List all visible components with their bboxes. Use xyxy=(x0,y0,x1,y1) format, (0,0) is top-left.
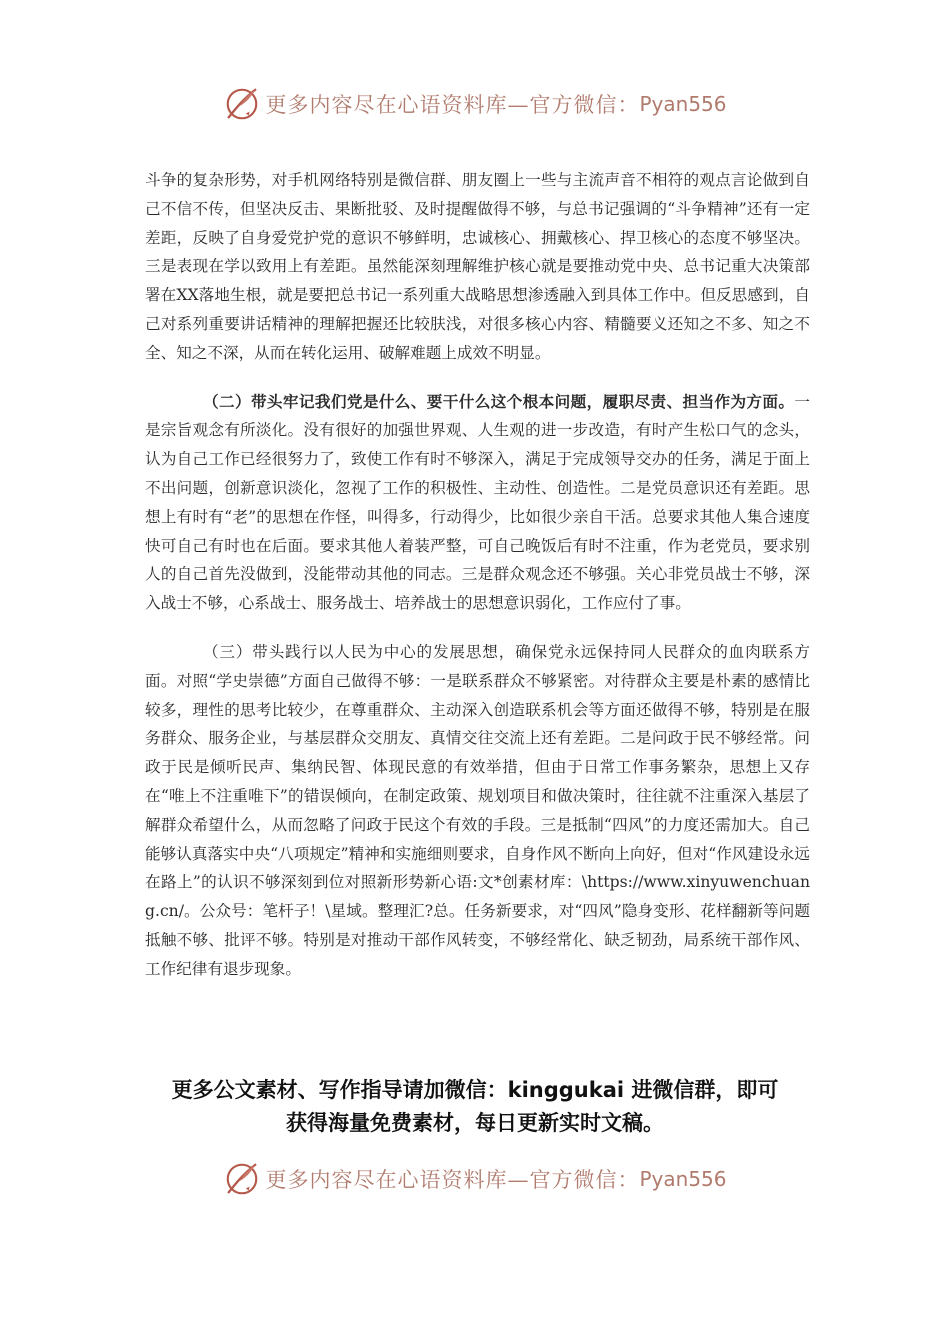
paragraph-3: （三）带头践行以人民为中心的发展思想，确保党永远保持同人民群众的血肉联系方面。对照“学史崇德”方面自己做得不够：一是联系群众不够紧密。对待群众主要是朴素的感情比较多，理性的思考比较少，在尊重群众、主动深入创造联系机会等方面还做得不够，特别是在服务群众、服务企业，与基层群众交朋友、真情交往交流上还有差距。二是问政于民不够经常。问政于民是倾听民声、集纳民智、体现民意的有效举措，但由于日常工作事务繁杂，思想上又存在“唯上不注重唯下”的错误倾向，在制定政策、规划项目和做决策时，往往就不注重深入基层了解群众希望什么，从而忽略了问政于民这个有效的手段。三是抵制“四风”的力度还需加大。自己能够认真落实中央“八项规定”精神和实施细则要求，自身作风不断向上向好，但对“作风建设永远在路上”的认识不够深刻到位对照新形势新心语:文*创素材库：\https://www.xinyuwenchuang.cn/。公众号：笔杆子！\星域。整理汇?总。任务新要求，对“四风”隐身变形、花样翻新等问题抵触不够、批评不够。特别是对推动干部作风转变，不够经常化、缺乏韧劲，局系统干部作风、工作纪律有退步现象。 xyxy=(145,642,810,978)
banner-text: 更多内容尽在心语资料库—官方微信： xyxy=(265,1168,640,1192)
document-body xyxy=(145,166,810,984)
banner-text: 更多内容尽在心语资料库—官方微信： xyxy=(265,93,640,117)
banner-wechat-handle: Pyan556 xyxy=(639,92,727,116)
promo-line-2: 获得海量免费素材，每日更新实时文稿。 xyxy=(286,1111,664,1135)
section-2-heading: （二）带头牢记我们党是什么、要干什么这个根本问题，履职尽责、担当作为方面。 xyxy=(203,391,795,411)
paragraph-1: 斗争的复杂形势，对手机网络特别是微信群、朋友圈上一些与主流声音不相符的观点言论做到自己不信不传，但坚决反击、果断批驳、及时提醒做得不够，与总书记强调的“斗争精神”还有一定差距，反映了自身爱党护党的意识不够鲜明，忠诚核心、拥戴核心、捍卫核心的态度不够坚决。三是表现在学以致用上有差距。虽然能深刻理解维护核心就是要推动党中央、总书记重大决策部署在XX落地生根，就是要把总书记一系列重大战略思想渗透融入到具体工作中。但反思感到，自己对系列重要讲话精神的理解把握还比较肤浅，对很多核心内容、精髓要义还知之不多、知之不全、知之不深，从而在转化运用、破解难题上成效不明显。 xyxy=(145,171,810,362)
quill-logo-icon xyxy=(223,1160,261,1198)
promo-notice xyxy=(140,1074,810,1140)
paragraph-2-body: 一是宗旨观念有所淡化。没有很好的加强世界观、人生观的进一步改造，有时产生松口气的念头，认为自己工作已经很努力了，致使工作有时不够深入，满足于完成领导交办的任务，满足于面上不出问题，创新意识淡化，忽视了工作的积极性、主动性、创造性。二是党员意识还有差距。思想上有时有“老”的思想在作怪，叫得多，行动得少，比如很少亲自干活。总要求其他人集合速度快可自己有时也在后面。要求其他人着装严整，可自己晚饭后有时不注重，作为老党员，要求别人的自己首先没做到，没能带动其他的同志。三是群众观念还不够强。关心非党员战士不够，深入战士不够，心系战士、服务战士、培养战士的思想意识弱化，工作应付了事。 xyxy=(145,392,810,613)
quill-logo-icon xyxy=(223,85,261,123)
footer-watermark-banner xyxy=(0,1157,950,1201)
promo-line-1: 更多公文素材、写作指导请加微信：kinggukai 进微信群，即可 xyxy=(171,1078,779,1102)
banner-wechat-handle: Pyan556 xyxy=(639,1167,727,1191)
paragraph-2 xyxy=(145,388,810,618)
header-watermark-banner xyxy=(0,82,950,126)
